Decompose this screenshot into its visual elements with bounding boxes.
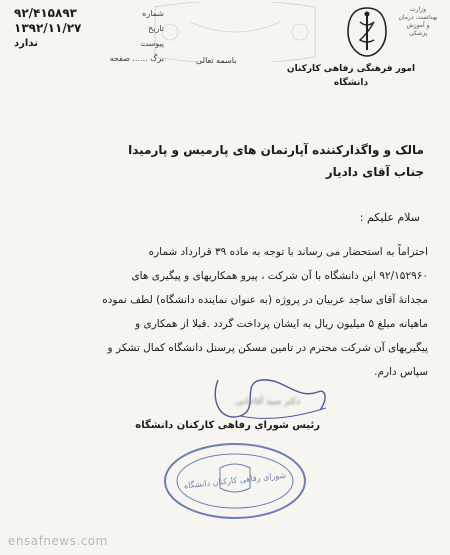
meta-attachment-label: پیوست — [140, 39, 164, 48]
meta-number-label: شماره — [142, 9, 164, 18]
letter-body — [24, 240, 428, 384]
meta-number-row — [14, 6, 164, 21]
university-emblem-icon — [342, 4, 392, 60]
meta-attachment-row — [14, 36, 164, 51]
recipient-line1: مالک و واگذارکننده آپارتمان های پارمیس و پارمیدا — [128, 143, 424, 157]
emblem-org-text: وزارت بهداشت، درمان و آموزش پزشکی — [398, 6, 438, 37]
letter-meta — [14, 6, 164, 66]
stamp-text: شورای رفاهی کارکنان دانشگاه — [183, 470, 287, 491]
body-line: سپاس دارم. — [374, 366, 428, 378]
body-line: ۹۲/۱۵۲۹۶۰ این دانشگاه با آن شرکت ، پیرو همکاریهای و پیگیری های — [131, 270, 428, 282]
body-line: احتراماً به استحضار می رساند با توجه به ماده ۳۹ قرارداد شماره — [148, 246, 428, 258]
meta-date-row — [14, 21, 164, 36]
recipient-block — [64, 139, 424, 183]
body-line: پیگیریهای آن شرکت محترم در تامین مسکن پرسنل دانشگاه کمال تشکر و — [107, 342, 428, 354]
basmala: باسمه تعالی — [196, 56, 237, 65]
signatory-name-blurred: دکتر سید آقاجانی — [235, 397, 300, 407]
recipient-line2: جناب آقای دادیار — [325, 165, 424, 179]
meta-date-value: ۱۳۹۲/۱۱/۲۷ — [14, 21, 82, 35]
ornament-frame — [150, 2, 320, 62]
signatory-title: رئیس شورای رفاهی کارکنان دانشگاه — [135, 420, 320, 431]
watermark: ensafnews.com — [8, 534, 108, 548]
org-title-line1: امور فرهنگی رفاهی کارکنان — [286, 64, 416, 74]
meta-date-label: تاریخ — [148, 24, 164, 33]
org-title-line2: دانشگاه — [333, 78, 369, 88]
meta-page-row — [14, 51, 164, 66]
meta-number-value: ۹۲/۴۱۵۸۹۳ — [14, 6, 77, 20]
greeting: سلام علیکم : — [359, 211, 420, 224]
org-title — [286, 62, 416, 90]
meta-page-label: برگ ...... صفحه — [109, 54, 164, 63]
body-line: ماهیانه مبلغ ۵ میلیون ریال به ایشان پرداخت گردد .قبلا از همکاری و — [135, 318, 428, 330]
body-line: مجدانهٔ آقای ساجد عربیان در پروژه (به عنوان نماینده دانشگاه) لطف نموده — [102, 294, 428, 306]
meta-attachment-value: ندارد — [14, 38, 38, 49]
